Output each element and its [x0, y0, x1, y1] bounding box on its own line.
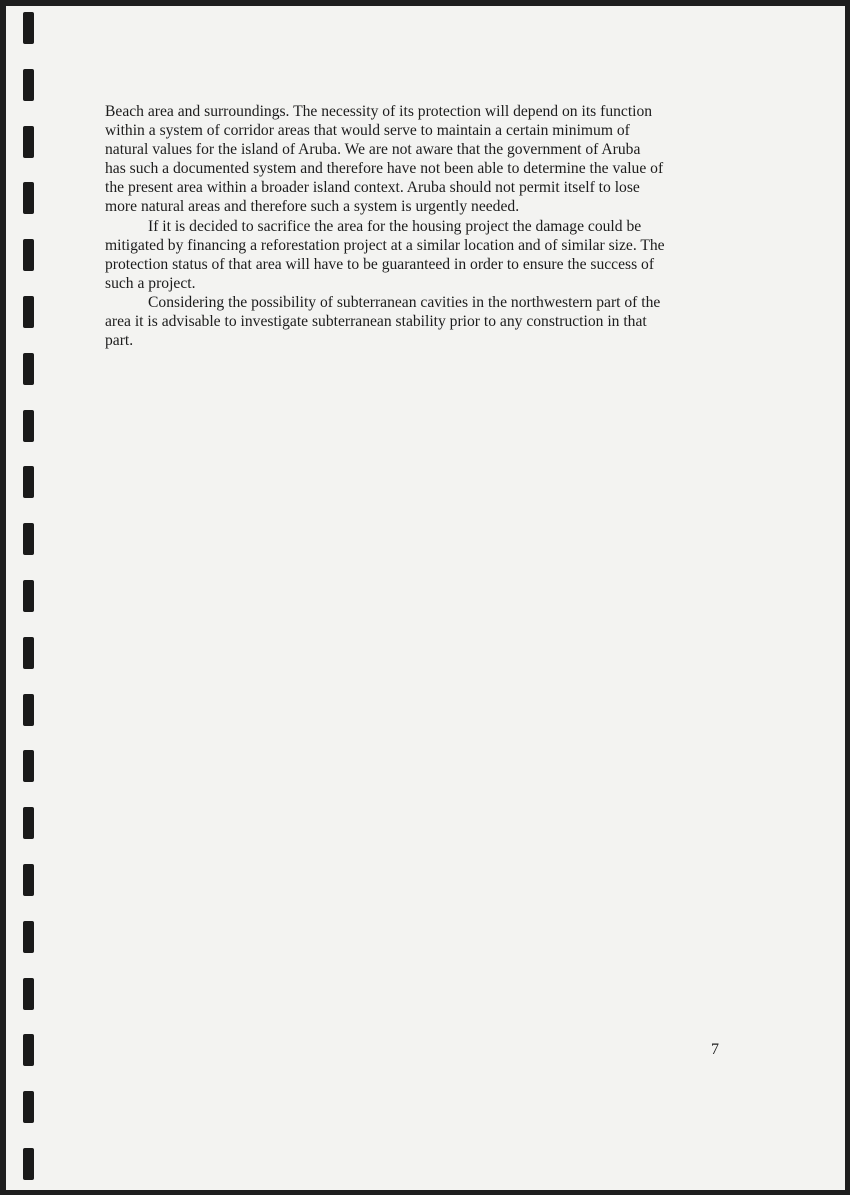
- binding-hole: [23, 978, 34, 1010]
- binding-hole: [23, 353, 34, 385]
- binding-hole: [23, 126, 34, 158]
- binding-hole: [23, 694, 34, 726]
- binding-hole: [23, 466, 34, 498]
- text-line: such a project.: [105, 274, 196, 292]
- binding-hole: [23, 921, 34, 953]
- body-text: [105, 102, 725, 350]
- text-line: Considering the possibility of subterranean cavities in the northwestern part of the: [148, 293, 661, 311]
- binding-hole: [23, 580, 34, 612]
- text-line: area it is advisable to investigate subterranean stability prior to any construction in that: [105, 313, 647, 331]
- binding-hole: [23, 637, 34, 669]
- text-line: the present area within a broader island context. Aruba should not permit itself to lose: [105, 179, 640, 197]
- binding-hole: [23, 239, 34, 271]
- text-line: more natural areas and therefore such a system is urgently needed.: [105, 198, 520, 216]
- text-line: has such a documented system and therefore have not been able to determine the value of: [105, 160, 664, 178]
- binding-hole: [23, 69, 34, 101]
- text-line: part.: [105, 332, 134, 350]
- text-line: Beach area and surroundings. The necessity of its protection will depend on its function: [105, 103, 653, 120]
- binding-hole: [23, 12, 34, 44]
- text-line: mitigated by financing a reforestation project at a similar location and of similar size. The: [105, 236, 665, 254]
- binding-hole: [23, 1091, 34, 1123]
- binding-hole: [23, 807, 34, 839]
- text-line: natural values for the island of Aruba. We are not aware that the government of Aruba: [105, 141, 641, 159]
- binding-hole: [23, 182, 34, 214]
- binding-hole: [23, 1148, 34, 1180]
- text-line: If it is decided to sacrifice the area for the housing project the damage could be: [148, 217, 642, 235]
- binding-hole: [23, 1034, 34, 1066]
- document-page: [6, 6, 845, 1190]
- binding-hole: [23, 523, 34, 555]
- text-line: protection status of that area will have to be guaranteed in order to ensure the success of: [105, 255, 655, 273]
- text-line: within a system of corridor areas that would serve to maintain a certain minimum of: [105, 122, 630, 140]
- page-number: 7: [711, 1041, 719, 1058]
- binding-hole: [23, 750, 34, 782]
- binding-hole: [23, 864, 34, 896]
- binding-hole: [23, 296, 34, 328]
- binding-hole: [23, 410, 34, 442]
